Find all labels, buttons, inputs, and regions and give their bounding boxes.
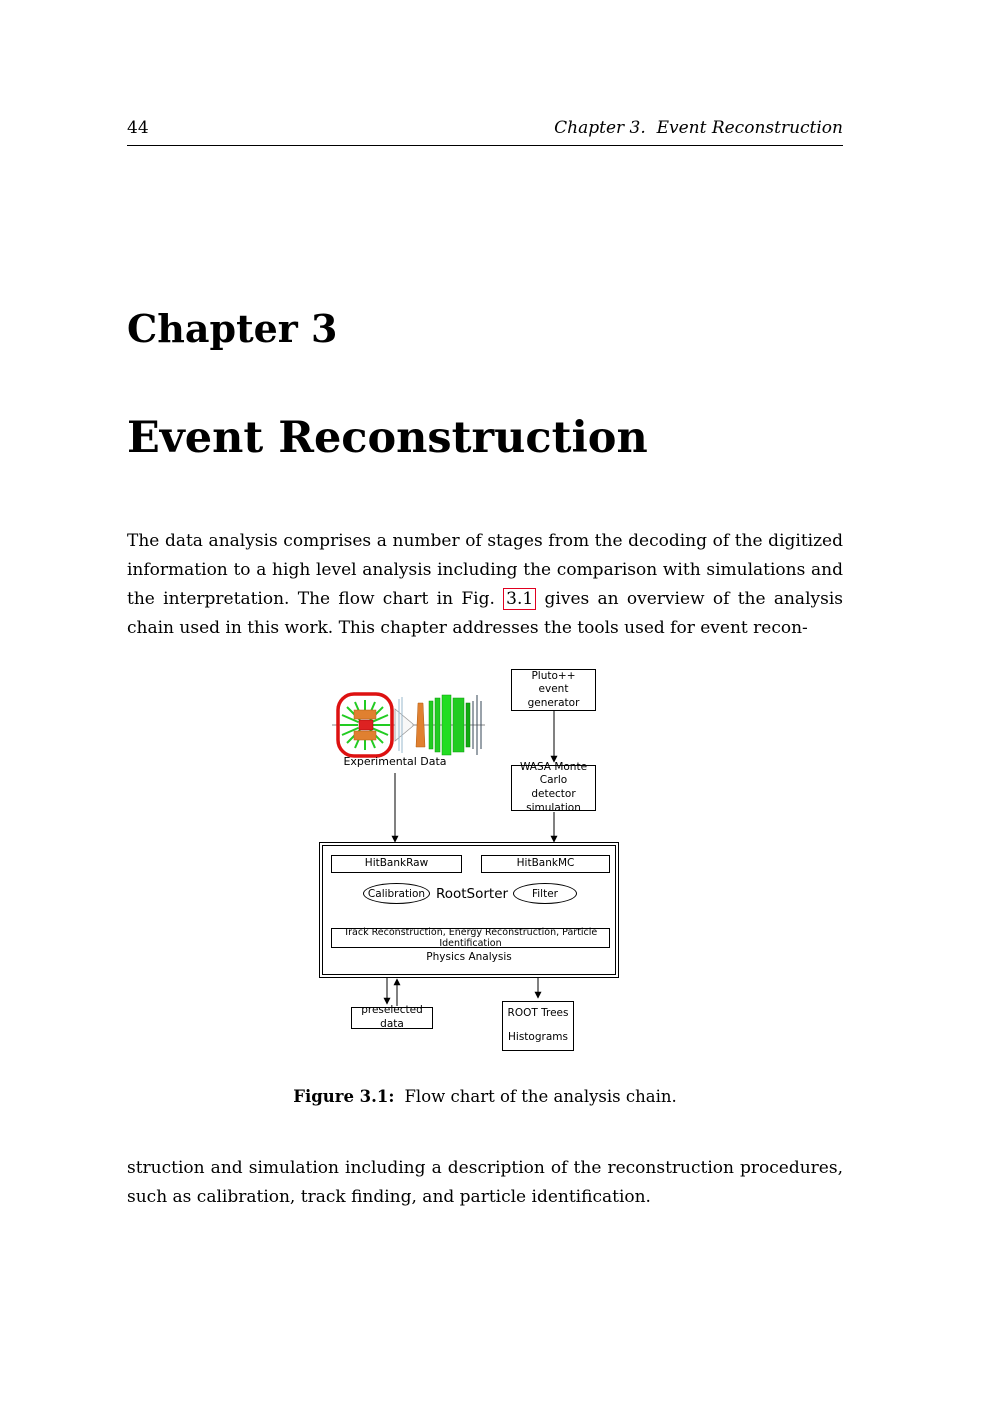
- preselected-data-box: preselected data: [351, 1007, 433, 1029]
- intro-text-after: gives an overview of the analysis chain used in this work. This chapter addresses the tools used for event recon-: [127, 589, 843, 638]
- chapter-title: Event Reconstruction: [127, 413, 648, 463]
- page-number: 44: [127, 118, 149, 138]
- physics-analysis-label: Physics Analysis: [426, 951, 512, 963]
- intro-paragraph: [127, 527, 843, 643]
- figure-caption-text: Flow chart of the analysis chain.: [404, 1087, 677, 1106]
- root-trees-line2: Histograms: [508, 1031, 568, 1044]
- header-rule: [127, 145, 843, 146]
- root-trees-line1: ROOT Trees: [507, 1007, 569, 1020]
- rootsorter-frame: [322, 845, 616, 975]
- running-title: Chapter 3. Event Reconstruction: [554, 118, 843, 138]
- root-trees-box: [502, 1001, 574, 1051]
- hitbankmc-box: HitBankMC: [481, 855, 610, 873]
- rootsorter-label: RootSorter: [435, 886, 509, 902]
- pluto-line1: Pluto++: [531, 669, 576, 682]
- intro-text-before: The data analysis comprises a number of stages from the decoding of the digitized information to a high level analysis including the comparison with simulations and the interpretation. The flow chart in Fig.: [127, 531, 843, 609]
- outro-paragraph: struction and simulation including a description of the reconstruction procedures, such as calibration, track finding, and particle identification.: [127, 1158, 843, 1207]
- figure-caption: [127, 1087, 843, 1106]
- filter-ellipse: Filter: [513, 883, 577, 904]
- hitbankraw-box: HitBankRaw: [331, 855, 462, 873]
- pluto-box: [511, 669, 596, 711]
- experimental-data-label: Experimental Data: [343, 755, 447, 768]
- running-head: [127, 118, 843, 138]
- figure-reference-link[interactable]: 3.1: [503, 588, 536, 610]
- wasa-line2: detector simulation: [526, 788, 581, 814]
- wasa-mc-box: [511, 760, 596, 814]
- pluto-line2: event generator: [527, 683, 580, 709]
- flow-chart-figure: [127, 665, 843, 1065]
- track-reconstruction-box: Track Reconstruction, Energy Reconstruction, Particle Identification: [331, 928, 610, 948]
- figure-caption-label: Figure 3.1:: [293, 1087, 395, 1106]
- calibration-ellipse: Calibration: [363, 883, 430, 904]
- chapter-heading: Chapter 3: [127, 306, 338, 351]
- detector-schematic: [332, 694, 485, 756]
- wasa-line1: WASA Monte Carlo: [519, 760, 588, 787]
